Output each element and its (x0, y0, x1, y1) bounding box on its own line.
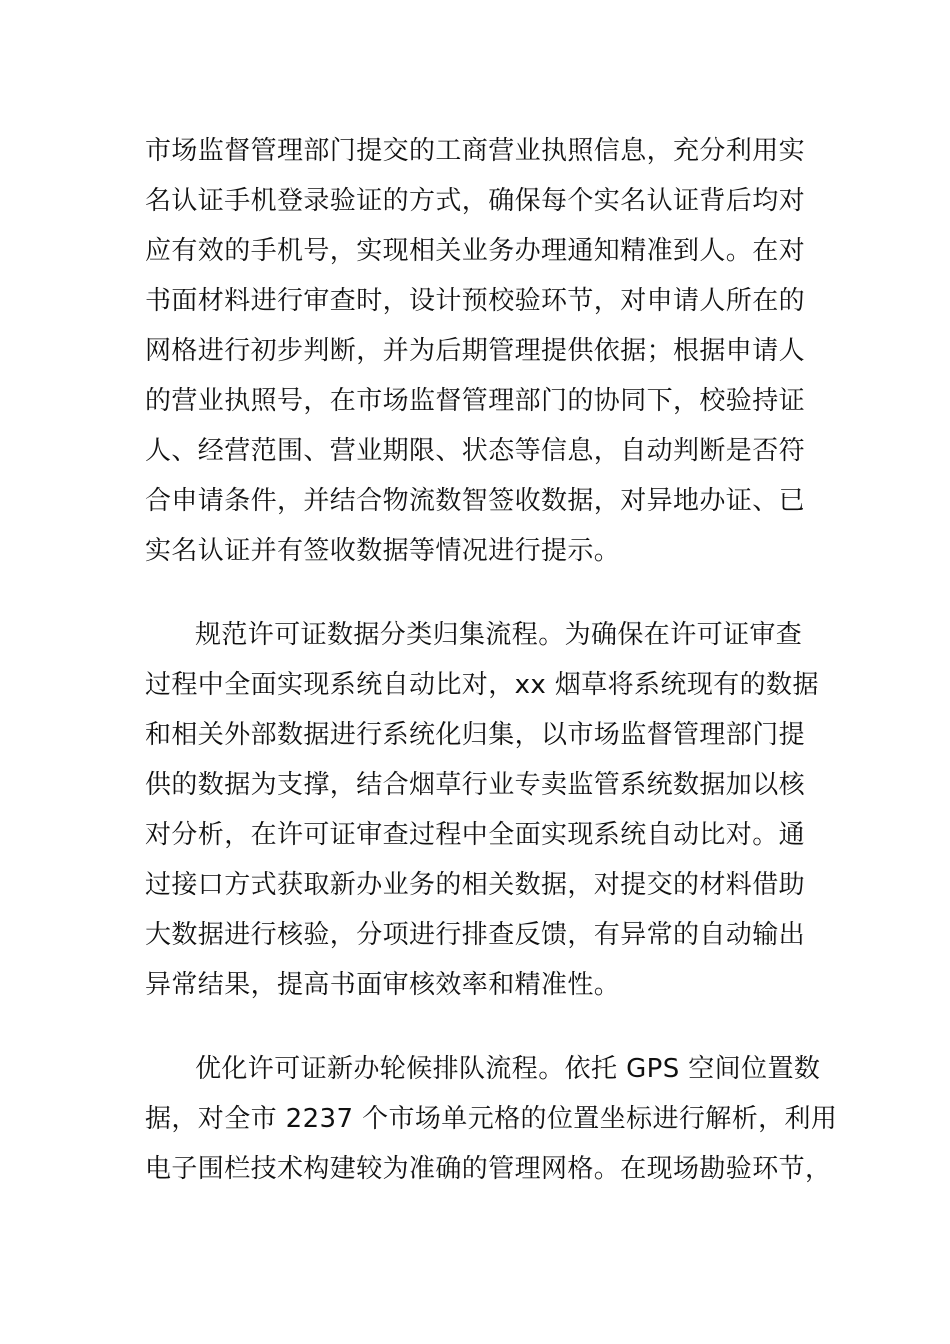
paragraph-first-line: 优化许可证新办轮候排队流程。依托 GPS 空间位置数 (195, 1054, 821, 1084)
text-line: 合申请条件，并结合物流数智签收数据，对异地办证、已 (145, 486, 806, 516)
text-line: 对分析，在许可证审查过程中全面实现系统自动比对。通 (145, 820, 806, 850)
text-line: 名认证手机登录验证的方式，确保每个实名认证背后均对 (145, 186, 806, 216)
text-line: 和相关外部数据进行系统化归集，以市场监督管理部门提 (145, 720, 806, 750)
text-line: 应有效的手机号，实现相关业务办理通知精准到人。在对 (145, 236, 806, 266)
text-line: 大数据进行核验，分项进行排查反馈，有异常的自动输出 (145, 920, 806, 950)
text-line: 电子围栏技术构建较为准确的管理网格。在现场勘验环节， (145, 1154, 832, 1184)
text-line: 的营业执照号，在市场监督管理部门的协同下，校验持证 (145, 386, 806, 416)
text-line: 供的数据为支撑，结合烟草行业专卖监管系统数据加以核 (145, 770, 806, 800)
paragraph-first-line: 规范许可证数据分类归集流程。为确保在许可证审查 (195, 620, 803, 650)
text-line: 市场监督管理部门提交的工商营业执照信息，充分利用实 (145, 136, 806, 166)
text-line: 据，对全市 2237 个市场单元格的位置坐标进行解析，利用 (145, 1104, 838, 1134)
text-line: 网格进行初步判断，并为后期管理提供依据；根据申请人 (145, 336, 806, 366)
text-line: 过接口方式获取新办业务的相关数据，对提交的材料借助 (145, 870, 806, 900)
text-line: 过程中全面实现系统自动比对，xx 烟草将系统现有的数据 (145, 670, 819, 700)
text-line: 书面材料进行审查时，设计预校验环节，对申请人所在的 (145, 286, 806, 316)
text-line: 人、经营范围、营业期限、状态等信息，自动判断是否符 (145, 436, 806, 466)
text-line: 异常结果，提高书面审核效率和精准性。 (145, 970, 621, 1000)
text-line: 实名认证并有签收数据等情况进行提示。 (145, 536, 621, 566)
